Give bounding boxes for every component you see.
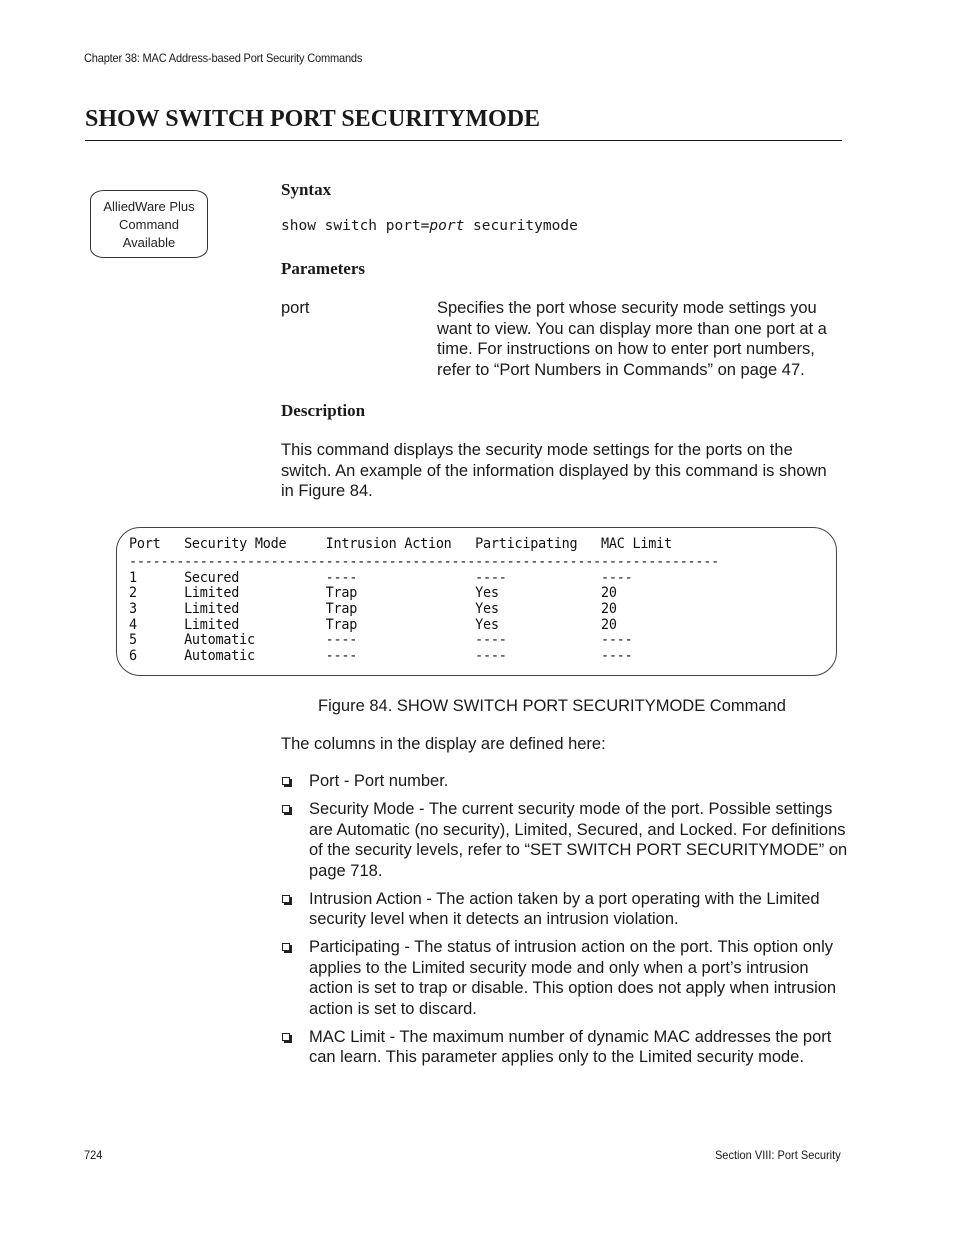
table-row: 2 Limited Trap Yes 20 <box>129 585 617 602</box>
figure-caption: Figure 84. SHOW SWITCH PORT SECURITYMODE Command <box>318 697 786 715</box>
syntax-param: port <box>429 218 465 234</box>
list-item <box>281 937 851 1019</box>
checkbox-bullet-icon <box>282 1033 290 1041</box>
syntax-suffix: securitymode <box>464 218 578 234</box>
list-item <box>281 1027 851 1068</box>
columns-intro: The columns in the display are defined here: <box>281 735 606 753</box>
checkbox-bullet-icon <box>282 895 290 903</box>
table-row: 4 Limited Trap Yes 20 <box>129 616 617 633</box>
column-definitions-list <box>281 771 851 1075</box>
list-item <box>281 889 851 930</box>
command-output-figure <box>116 527 837 676</box>
list-item-text: MAC Limit - The maximum number of dynamic MAC addresses the port can learn. This parameter applies only to the Limited security mode. <box>309 1027 832 1066</box>
list-item <box>281 771 851 792</box>
chapter-header: Chapter 38: MAC Address-based Port Security Commands <box>84 51 363 65</box>
syntax-heading: Syntax <box>281 180 332 199</box>
command-output <box>129 537 719 665</box>
checkbox-bullet-icon <box>282 805 290 813</box>
checkbox-bullet-icon <box>282 777 290 785</box>
description-text: This command displays the security mode settings for the ports on the switch. An example of the information displayed by this command is shown in Figure 84. <box>281 441 827 500</box>
badge-line: Command <box>119 217 179 232</box>
output-separator: --------------------------------------------------------------------------- <box>129 554 720 570</box>
output-header-row: Port Security Mode Intrusion Action Participating MAC Limit <box>129 536 672 552</box>
list-item-text: Port - Port number. <box>309 772 449 790</box>
table-row: 1 Secured ---- ---- ---- <box>129 569 633 586</box>
parameter-description: Specifies the port whose security mode settings you want to view. You can display more than one port at a time. For instructions on how to enter port numbers, refer to “Port Numbers in Commands” on page 47. <box>437 299 827 379</box>
badge-line: AlliedWare Plus <box>103 199 195 214</box>
table-row: 6 Automatic ---- ---- ---- <box>129 648 633 665</box>
list-item-text: Intrusion Action - The action taken by a port operating with the Limited security level when it detects an intrusion violation. <box>309 889 820 928</box>
badge-line: Available <box>122 235 176 250</box>
list-item-text: Participating - The status of intrusion action on the port. This option only applies to the Limited security mode and only when a port’s intrusion action is set to trap or disable. This option does not apply when intrusion action is set to discard. <box>309 938 837 1018</box>
syntax-prefix: show switch port= <box>281 218 430 234</box>
table-row: 3 Limited Trap Yes 20 <box>129 601 617 618</box>
list-item <box>281 799 851 881</box>
syntax-command <box>281 218 578 234</box>
parameter-name: port <box>281 299 310 317</box>
checkbox-bullet-icon <box>282 943 290 951</box>
page-number: 724 <box>84 1148 103 1162</box>
page-title: SHOW SWITCH PORT SECURITYMODE <box>85 106 541 132</box>
title-divider <box>85 140 842 141</box>
table-row: 5 Automatic ---- ---- ---- <box>129 632 633 649</box>
alliedware-plus-badge <box>90 190 208 258</box>
list-item-text: Security Mode - The current security mode of the port. Possible settings are Automatic (no security), Limited, Secured, and Locked. For definitions of the security levels, refer to “SET SWITCH PORT SECURITYMODE” on page 718. <box>309 800 848 880</box>
section-footer: Section VIII: Port Security <box>715 1148 841 1162</box>
parameters-heading: Parameters <box>281 259 366 278</box>
description-heading: Description <box>281 401 366 420</box>
